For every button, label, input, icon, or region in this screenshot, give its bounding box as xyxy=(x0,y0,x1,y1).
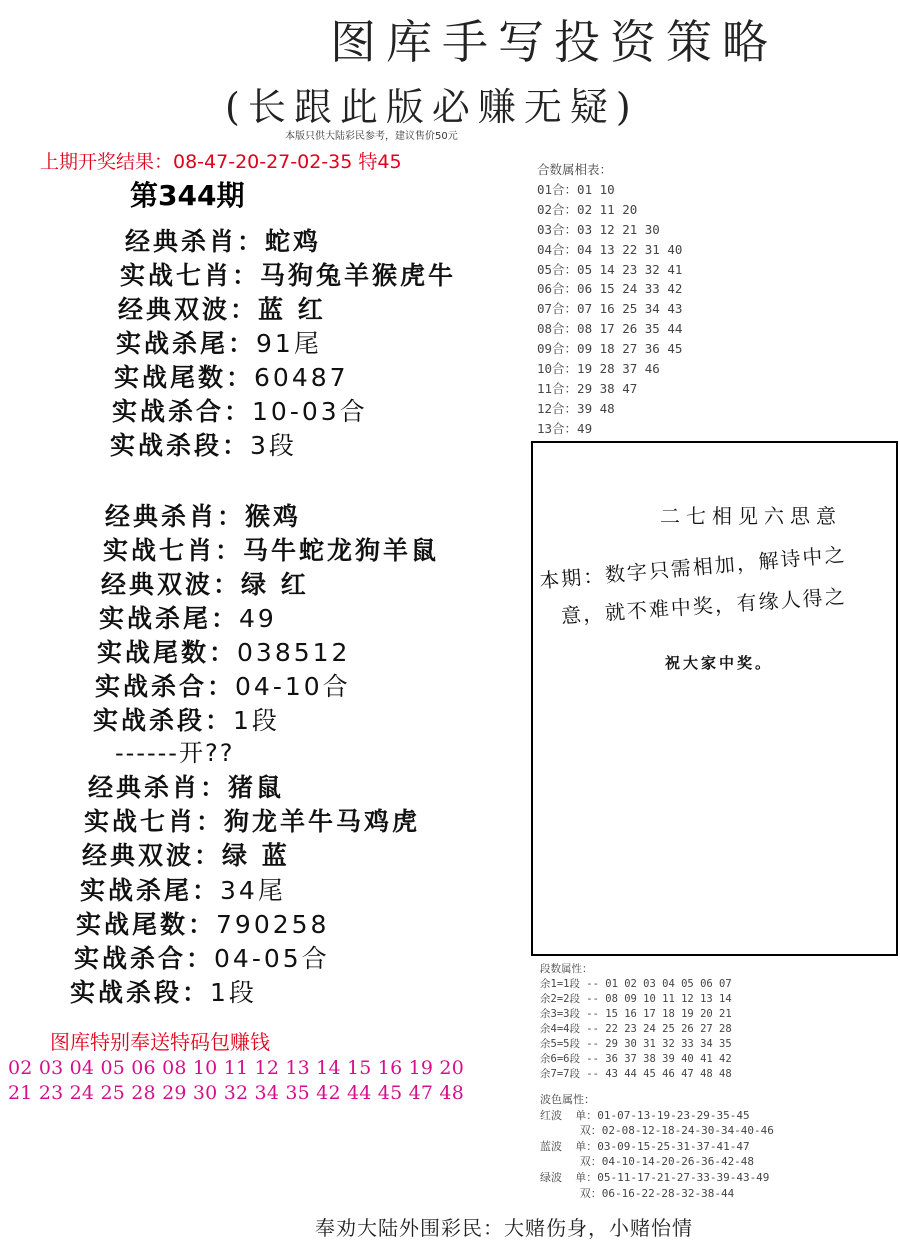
table-row: 双：06-16-22-28-32-38-44 xyxy=(540,1186,735,1200)
prediction-row xyxy=(116,324,322,360)
row-label: 实战杀段： xyxy=(110,431,251,460)
prediction-row xyxy=(110,426,297,462)
table-row: 余2=2段 -- 08 09 10 11 12 13 14 xyxy=(540,993,732,1005)
wave-table xyxy=(540,1092,774,1201)
table-row: 余5=5段 -- 29 30 31 32 33 34 35 xyxy=(540,1038,732,1050)
row-value: 蓝 红 xyxy=(258,295,326,324)
row-label: 实战杀合： xyxy=(95,672,236,701)
prediction-row xyxy=(125,222,321,258)
table-row: 12合：39 48 xyxy=(537,400,615,416)
row-value: 34尾 xyxy=(220,876,286,905)
row-label: 实战尾数： xyxy=(114,363,255,392)
prediction-row xyxy=(76,905,329,941)
table-title: 段数属性： xyxy=(540,963,593,975)
row-label: 实战杀段： xyxy=(93,706,234,735)
table-row: 余6=6段 -- 36 37 38 39 40 41 42 xyxy=(540,1053,732,1065)
prediction-row xyxy=(95,667,351,703)
row-value: 猴鸡 xyxy=(245,502,302,531)
table-row: 09合：09 18 27 36 45 xyxy=(537,341,683,357)
row-label: 实战尾数： xyxy=(97,638,238,667)
row-value: 猪鼠 xyxy=(228,773,285,802)
table-row: 绿波 单：05-11-17-21-27-33-39-43-49 xyxy=(540,1170,770,1184)
price-notice: 本版只供大陆彩民参考，建议售价50元 xyxy=(285,131,458,142)
prediction-row xyxy=(99,599,277,635)
footer-advice: 奉劝大陆外围彩民：大赌伤身，小赌怡情 xyxy=(315,1216,693,1240)
segment-table xyxy=(540,962,732,1082)
table-row: 10合：19 28 37 46 xyxy=(537,361,660,377)
row-label: 实战七肖： xyxy=(84,807,225,836)
row-value: 038512 xyxy=(237,638,351,667)
row-value: 04-05合 xyxy=(214,944,330,973)
page-title: 图库手写投资策略 xyxy=(330,15,778,69)
row-label: 经典双波： xyxy=(82,841,223,870)
poem-line-1: 本期：数字只需相加，解诗中之 xyxy=(538,542,848,593)
prediction-row xyxy=(118,290,326,326)
prediction-row xyxy=(88,768,284,804)
prediction-row xyxy=(97,633,350,669)
prediction-row xyxy=(101,565,309,601)
row-value: 马狗兔羊猴虎牛 xyxy=(260,261,457,290)
row-label: 实战杀合： xyxy=(74,944,215,973)
row-value: 狗龙羊牛马鸡虎 xyxy=(224,807,421,836)
prediction-row xyxy=(80,871,286,907)
table-row: 蓝波 单：03-09-15-25-31-37-41-47 xyxy=(540,1139,750,1153)
table-row: 08合：08 17 26 35 44 xyxy=(537,321,683,337)
row-label: 经典杀肖： xyxy=(125,227,266,256)
special-title: 图库特别奉送特码包赚钱 xyxy=(50,1030,270,1054)
row-value: 790258 xyxy=(216,910,330,939)
table-row: 余1=1段 -- 01 02 03 04 05 06 07 xyxy=(540,978,732,990)
row-value: 马牛蛇龙狗羊鼠 xyxy=(243,536,440,565)
row-value: 10-03合 xyxy=(252,397,368,426)
row-value: 蛇鸡 xyxy=(265,227,322,256)
row-label: 经典杀肖： xyxy=(88,773,229,802)
special-numbers-line-2: 21 23 24 25 28 29 30 32 34 35 42 44 45 47 48 xyxy=(8,1082,465,1104)
open-separator: ------开?? xyxy=(115,739,235,767)
row-label: 经典双波： xyxy=(118,295,259,324)
page-subtitle: (长跟此版必赚无疑) xyxy=(225,85,639,129)
row-value: 91尾 xyxy=(256,329,322,358)
table-row: 双：02-08-12-18-24-30-34-40-46 xyxy=(540,1124,774,1138)
row-value: 3段 xyxy=(250,431,297,460)
row-value: 04-10合 xyxy=(235,672,351,701)
row-label: 实战杀合： xyxy=(112,397,253,426)
poem-title: 二七相见六思意 xyxy=(660,504,842,528)
period-number: 第344期 xyxy=(130,179,245,212)
row-label: 实战七肖： xyxy=(120,261,261,290)
poem-line-2: 意，就不难中奖，有缘人得之 xyxy=(560,584,848,628)
table-row: 07合：07 16 25 34 43 xyxy=(537,301,683,317)
table-row: 13合：49 xyxy=(537,420,593,436)
prediction-row xyxy=(112,392,368,428)
table-row: 11合：29 38 47 xyxy=(537,380,638,396)
row-label: 实战尾数： xyxy=(76,910,217,939)
special-numbers-line-1: 02 03 04 05 06 08 10 11 12 13 14 15 16 19 20 xyxy=(8,1057,465,1079)
row-label: 经典双波： xyxy=(101,570,242,599)
row-label: 实战杀尾： xyxy=(80,876,221,905)
heshu-table xyxy=(537,160,682,439)
prediction-row xyxy=(93,701,280,737)
row-label: 实战七肖： xyxy=(103,536,244,565)
prediction-row xyxy=(105,497,301,533)
table-row: 02合：02 11 20 xyxy=(537,201,638,217)
table-row: 余7=7段 -- 43 44 45 46 47 48 48 xyxy=(540,1068,732,1080)
row-value: 绿 红 xyxy=(241,570,309,599)
table-row: 余3=3段 -- 15 16 17 18 19 20 21 xyxy=(540,1008,732,1020)
row-label: 经典杀肖： xyxy=(105,502,246,531)
table-row: 06合：06 15 24 33 42 xyxy=(537,281,683,297)
table-row: 03合：03 12 21 30 xyxy=(537,221,660,237)
wish-text: 祝大家中奖。 xyxy=(665,654,774,672)
table-row: 05合：05 14 23 32 41 xyxy=(537,261,683,277)
table-row: 01合：01 10 xyxy=(537,181,615,197)
prediction-row xyxy=(84,802,420,838)
row-value: 1段 xyxy=(210,978,257,1007)
prediction-row xyxy=(120,256,456,292)
prediction-row xyxy=(74,939,330,975)
prediction-row xyxy=(70,973,257,1009)
row-label: 实战杀尾： xyxy=(99,604,240,633)
table-row: 红波 单：01-07-13-19-23-29-35-45 xyxy=(540,1108,750,1122)
row-value: 绿 蓝 xyxy=(222,841,290,870)
table-title: 合数属相表： xyxy=(537,162,613,177)
table-row: 04合：04 13 22 31 40 xyxy=(537,241,683,257)
prediction-row xyxy=(114,358,349,394)
table-row: 双：04-10-14-20-26-36-42-48 xyxy=(540,1155,755,1169)
row-value: 1段 xyxy=(233,706,280,735)
prediction-row xyxy=(82,836,290,872)
row-value: 60487 xyxy=(254,363,349,392)
table-title: 波色属性： xyxy=(540,1093,595,1106)
row-label: 实战杀尾： xyxy=(116,329,257,358)
prediction-row xyxy=(103,531,439,567)
row-label: 实战杀段： xyxy=(70,978,211,1007)
row-value: 49 xyxy=(239,604,277,633)
last-result: 上期开奖结果：08-47-20-27-02-35 特45 xyxy=(40,151,402,173)
table-row: 余4=4段 -- 22 23 24 25 26 27 28 xyxy=(540,1023,732,1035)
